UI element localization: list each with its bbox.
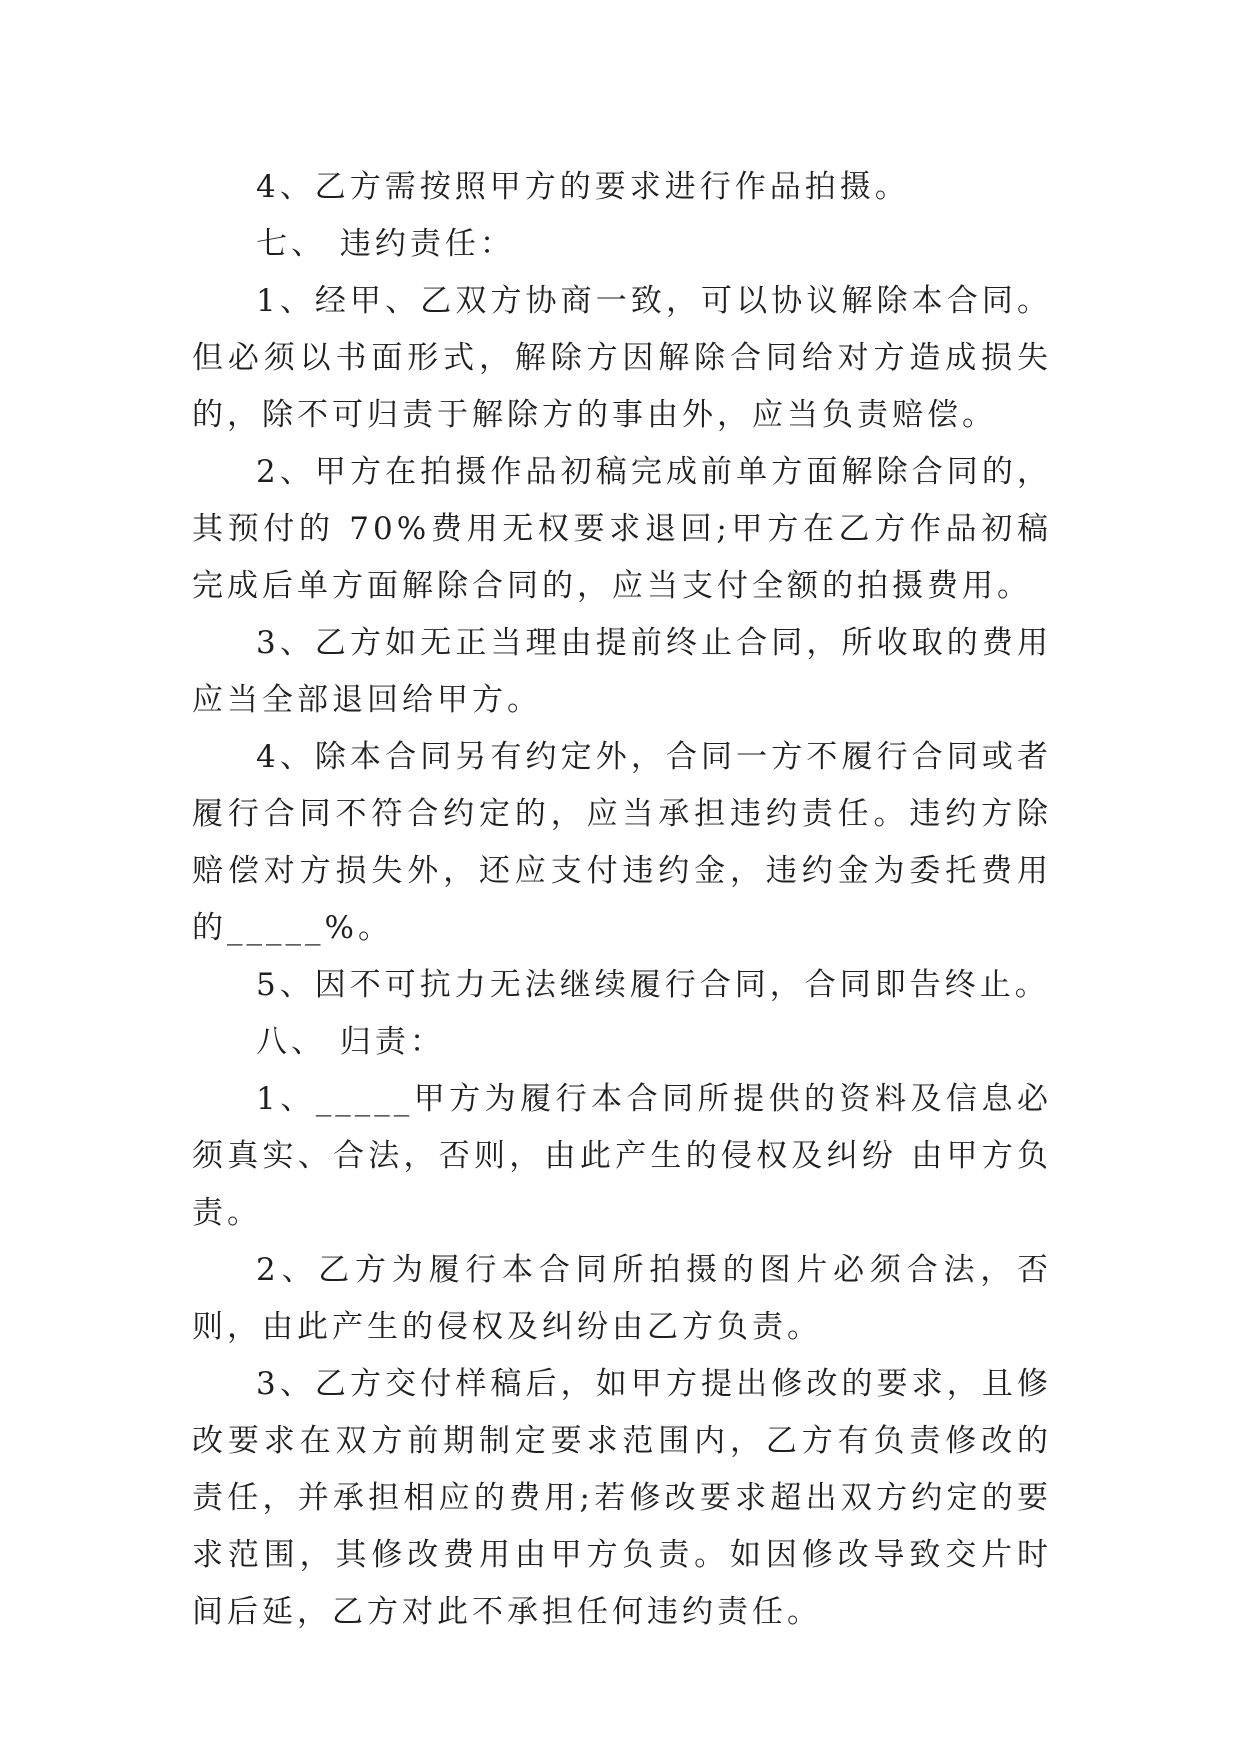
clause-paragraph: 4、除本合同另有约定外，合同一方不履行合同或者履行合同不符合约定的，应当承担违约责任。违约方除赔偿对方损失外，还应支付违约金，违约金为委托费用的_____%。 [192,739,1052,946]
clause-paragraph: 2、乙方为履行本合同所拍摄的图片必须合法，否则，由此产生的侵权及纠纷由乙方负责。 [192,1252,1052,1345]
clause-paragraph: 4、乙方需按照甲方的要求进行作品拍摄。 [256,169,910,205]
clause-paragraph: 1、经甲、乙双方协商一致，可以协议解除本合同。但必须以书面形式，解除方因解除合同给对方造成损失的，除不可归责于解除方的事由外，应当负责赔偿。 [192,283,1052,433]
clause-paragraph: 3、乙方如无正当理由提前终止合同，所收取的费用应当全部退回给甲方。 [192,625,1052,718]
clause-paragraph: 5、因不可抗力无法继续履行合同，合同即告终止。 [256,967,1050,1003]
clause-paragraph: 1、_____甲方为履行本合同所提供的资料及信息必须真实、合法，否则，由此产生的侵权及纠纷 由甲方负责。 [192,1081,1052,1231]
document-body [192,159,1052,1641]
clause-paragraph: 2、甲方在拍摄作品初稿完成前单方面解除合同的，其预付的 70%费用无权要求退回;甲方在乙方作品初稿完成后单方面解除合同的，应当支付全额的拍摄费用。 [192,454,1052,604]
section-heading: 七、 违约责任： [256,226,515,262]
section-heading: 八、 归责： [256,1024,445,1060]
clause-paragraph: 3、乙方交付样稿后，如甲方提出修改的要求，且修改要求在双方前期制定要求范围内，乙方有负责修改的责任，并承担相应的费用;若修改要求超出双方约定的要求范围，其修改费用由甲方负责。如因修改导致交片时间后延，乙方对此不承担任何违约责任。 [192,1366,1052,1630]
